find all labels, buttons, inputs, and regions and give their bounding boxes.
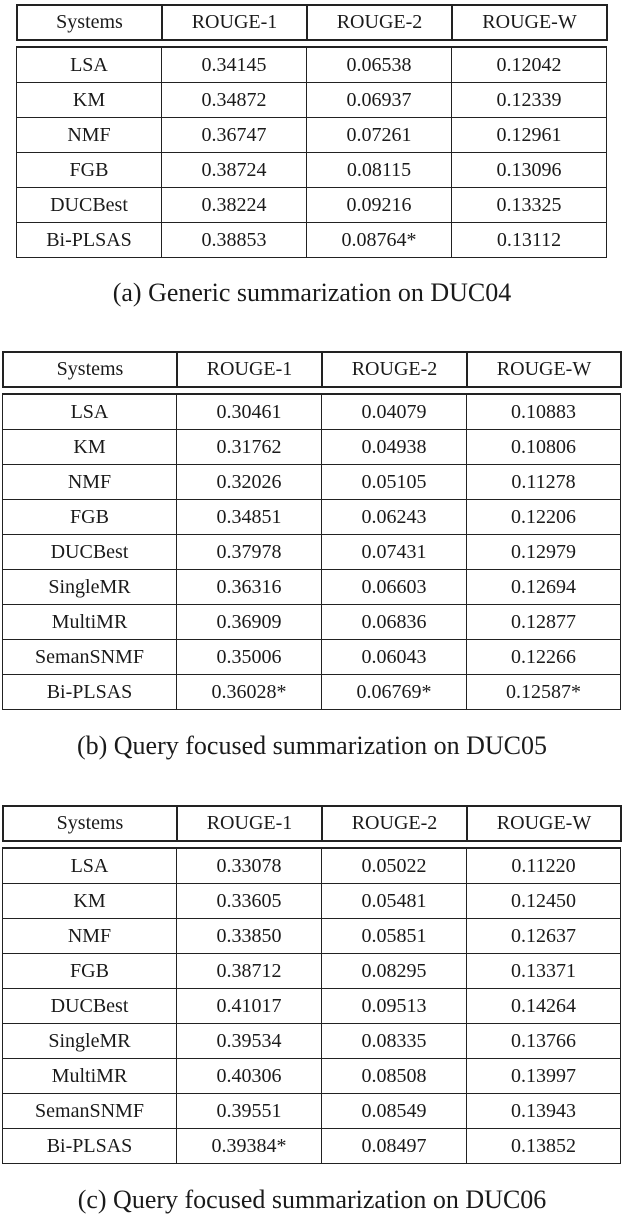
system-name-cell: Bi-PLSAS (3, 1129, 177, 1164)
rouge-w-cell: 0.13325 (452, 188, 607, 223)
rouge-w-cell: 0.11278 (467, 465, 621, 500)
rouge-1-cell: 0.38724 (162, 153, 307, 188)
rouge-w-cell: 0.12637 (467, 919, 621, 954)
table-c-header (2, 805, 622, 842)
rouge-2-cell: 0.05105 (322, 465, 467, 500)
table-c (2, 805, 620, 1164)
rouge-w-cell: 0.13997 (467, 1059, 621, 1094)
column-header-rouge-2: ROUGE-2 (322, 352, 467, 387)
rouge-1-cell: 0.36316 (177, 570, 322, 605)
rouge-w-cell: 0.13852 (467, 1129, 621, 1164)
rouge-1-cell: 0.39534 (177, 1024, 322, 1059)
rouge-1-cell: 0.39384* (177, 1129, 322, 1164)
rouge-w-cell: 0.12266 (467, 640, 621, 675)
table-row (17, 153, 607, 188)
table-row (3, 640, 621, 675)
rouge-w-cell: 0.12979 (467, 535, 621, 570)
table-row (17, 83, 607, 118)
table-row (3, 570, 621, 605)
system-name-cell: NMF (3, 465, 177, 500)
table-row (3, 675, 621, 710)
table-row (3, 919, 621, 954)
rouge-1-cell: 0.36909 (177, 605, 322, 640)
rouge-w-cell: 0.12206 (467, 500, 621, 535)
system-name-cell: Bi-PLSAS (3, 675, 177, 710)
column-header-rouge-w: ROUGE-W (452, 5, 607, 40)
table-c-caption: (c) Query focused summarization on DUC06 (77, 1185, 547, 1214)
table-row (3, 1059, 621, 1094)
system-name-cell: LSA (3, 848, 177, 884)
rouge-2-cell: 0.06243 (322, 500, 467, 535)
system-name-cell: FGB (3, 500, 177, 535)
rouge-1-cell: 0.41017 (177, 989, 322, 1024)
rouge-1-cell: 0.33605 (177, 884, 322, 919)
system-name-cell: KM (17, 83, 162, 118)
system-name-cell: LSA (17, 47, 162, 83)
table-row (17, 223, 607, 258)
table-a-body (16, 46, 607, 258)
table-row (3, 394, 621, 430)
rouge-2-cell: 0.06538 (307, 47, 452, 83)
rouge-2-cell: 0.05481 (322, 884, 467, 919)
column-header-rouge-w: ROUGE-W (467, 806, 621, 841)
table-a-rows (17, 47, 607, 258)
column-header-rouge-2: ROUGE-2 (322, 806, 467, 841)
table-b-body (2, 393, 621, 710)
rouge-2-cell: 0.07431 (322, 535, 467, 570)
table-row (3, 954, 621, 989)
table-c-body (2, 847, 621, 1164)
rouge-w-cell: 0.12961 (452, 118, 607, 153)
column-header-rouge-1: ROUGE-1 (162, 5, 307, 40)
rouge-2-cell: 0.04938 (322, 430, 467, 465)
rouge-w-cell: 0.10883 (467, 394, 621, 430)
rouge-1-cell: 0.32026 (177, 465, 322, 500)
rouge-w-cell: 0.13096 (452, 153, 607, 188)
table-row (3, 1024, 621, 1059)
rouge-w-cell: 0.12877 (467, 605, 621, 640)
rouge-2-cell: 0.07261 (307, 118, 452, 153)
system-name-cell: DUCBest (3, 989, 177, 1024)
system-name-cell: SemanSNMF (3, 1094, 177, 1129)
table-row (3, 500, 621, 535)
rouge-2-cell: 0.05851 (322, 919, 467, 954)
rouge-2-cell: 0.06836 (322, 605, 467, 640)
table-row (3, 848, 621, 884)
rouge-2-cell: 0.08549 (322, 1094, 467, 1129)
rouge-w-cell: 0.12450 (467, 884, 621, 919)
table-row (3, 605, 621, 640)
rouge-1-cell: 0.38853 (162, 223, 307, 258)
system-name-cell: NMF (3, 919, 177, 954)
column-header-rouge-2: ROUGE-2 (307, 5, 452, 40)
system-name-cell: LSA (3, 394, 177, 430)
rouge-1-cell: 0.38224 (162, 188, 307, 223)
table-row (3, 465, 621, 500)
rouge-2-cell: 0.09216 (307, 188, 452, 223)
rouge-1-cell: 0.36747 (162, 118, 307, 153)
rouge-1-cell: 0.36028* (177, 675, 322, 710)
rouge-2-cell: 0.04079 (322, 394, 467, 430)
column-header-systems: Systems (3, 352, 177, 387)
system-name-cell: SingleMR (3, 570, 177, 605)
rouge-2-cell: 0.06043 (322, 640, 467, 675)
rouge-w-cell: 0.14264 (467, 989, 621, 1024)
column-header-systems: Systems (3, 806, 177, 841)
system-name-cell: MultiMR (3, 605, 177, 640)
table-a-header (16, 4, 608, 41)
rouge-1-cell: 0.34851 (177, 500, 322, 535)
rouge-1-cell: 0.35006 (177, 640, 322, 675)
rouge-2-cell: 0.06603 (322, 570, 467, 605)
system-name-cell: NMF (17, 118, 162, 153)
table-b-header (2, 351, 622, 388)
system-name-cell: KM (3, 884, 177, 919)
system-name-cell: FGB (3, 954, 177, 989)
rouge-2-cell: 0.08508 (322, 1059, 467, 1094)
table-row (17, 47, 607, 83)
table-a (16, 4, 606, 258)
rouge-1-cell: 0.31762 (177, 430, 322, 465)
table-b-caption: (b) Query focused summarization on DUC05 (76, 731, 548, 760)
rouge-w-cell: 0.12042 (452, 47, 607, 83)
rouge-2-cell: 0.08335 (322, 1024, 467, 1059)
table-row (3, 884, 621, 919)
table-a-caption: (a) Generic summarization on DUC04 (112, 278, 512, 307)
rouge-1-cell: 0.38712 (177, 954, 322, 989)
table-b-rows (3, 394, 621, 710)
table-row (3, 989, 621, 1024)
system-name-cell: SingleMR (3, 1024, 177, 1059)
rouge-1-cell: 0.39551 (177, 1094, 322, 1129)
system-name-cell: DUCBest (3, 535, 177, 570)
rouge-w-cell: 0.12339 (452, 83, 607, 118)
system-name-cell: Bi-PLSAS (17, 223, 162, 258)
rouge-w-cell: 0.11220 (467, 848, 621, 884)
rouge-2-cell: 0.08295 (322, 954, 467, 989)
table-row (17, 118, 607, 153)
rouge-w-cell: 0.13766 (467, 1024, 621, 1059)
rouge-1-cell: 0.33850 (177, 919, 322, 954)
table-row (3, 535, 621, 570)
system-name-cell: FGB (17, 153, 162, 188)
rouge-w-cell: 0.10806 (467, 430, 621, 465)
column-header-rouge-1: ROUGE-1 (177, 806, 322, 841)
rouge-w-cell: 0.12694 (467, 570, 621, 605)
rouge-2-cell: 0.06769* (322, 675, 467, 710)
system-name-cell: SemanSNMF (3, 640, 177, 675)
table-row (3, 1129, 621, 1164)
rouge-w-cell: 0.13112 (452, 223, 607, 258)
table-row (3, 1094, 621, 1129)
rouge-w-cell: 0.12587* (467, 675, 621, 710)
system-name-cell: KM (3, 430, 177, 465)
rouge-2-cell: 0.08115 (307, 153, 452, 188)
rouge-2-cell: 0.05022 (322, 848, 467, 884)
table-b (2, 351, 620, 710)
rouge-w-cell: 0.13943 (467, 1094, 621, 1129)
rouge-1-cell: 0.37978 (177, 535, 322, 570)
rouge-1-cell: 0.34145 (162, 47, 307, 83)
column-header-rouge-1: ROUGE-1 (177, 352, 322, 387)
rouge-1-cell: 0.33078 (177, 848, 322, 884)
column-header-systems: Systems (17, 5, 162, 40)
table-row (17, 188, 607, 223)
table-row (3, 430, 621, 465)
rouge-1-cell: 0.40306 (177, 1059, 322, 1094)
system-name-cell: MultiMR (3, 1059, 177, 1094)
table-c-rows (3, 848, 621, 1164)
rouge-2-cell: 0.08764* (307, 223, 452, 258)
rouge-1-cell: 0.30461 (177, 394, 322, 430)
rouge-2-cell: 0.08497 (322, 1129, 467, 1164)
system-name-cell: DUCBest (17, 188, 162, 223)
rouge-1-cell: 0.34872 (162, 83, 307, 118)
rouge-2-cell: 0.06937 (307, 83, 452, 118)
rouge-2-cell: 0.09513 (322, 989, 467, 1024)
column-header-rouge-w: ROUGE-W (467, 352, 621, 387)
rouge-w-cell: 0.13371 (467, 954, 621, 989)
